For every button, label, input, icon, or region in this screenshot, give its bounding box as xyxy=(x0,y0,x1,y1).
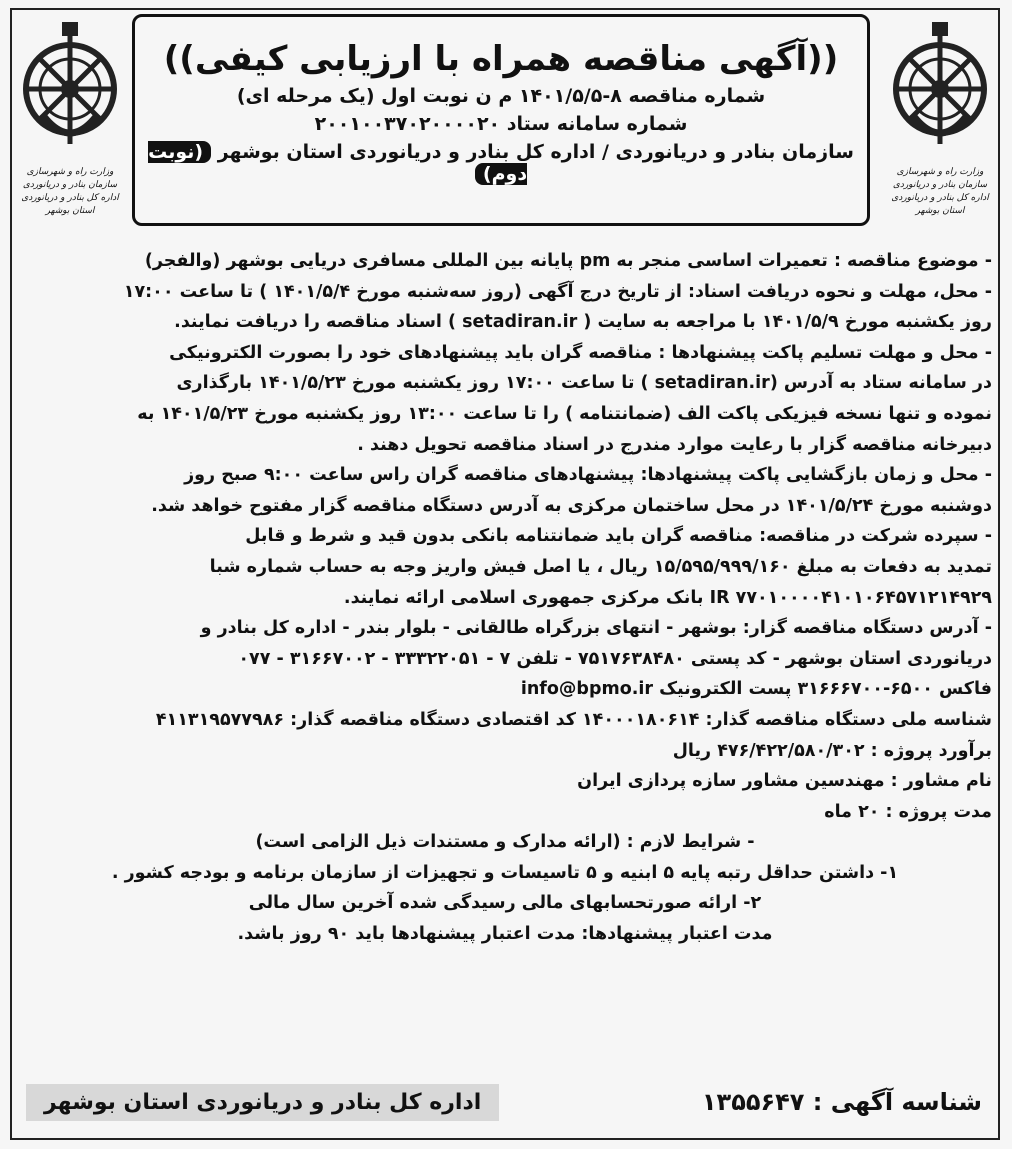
emblem-caption-line: اداره کل بنادر و دریانوردی استان بوشهر xyxy=(21,193,119,216)
anchor-emblem-icon xyxy=(20,14,120,164)
body-line: دریانوردی استان بوشهر - کد پستی ۷۵۱۷۶۳۸۴۸۰ - تلفن ۷ - ۳۳۳۲۲۰۵۱ - ۳۱۶۶۷۰۰۲ - ۰۷۷ xyxy=(238,648,992,669)
emblem-caption-line: سازمان بنادر و دریانوردی xyxy=(892,180,988,190)
emblem-left xyxy=(14,10,126,228)
body-line: نام مشاور : مهندسین مشاور سازه پردازی ایران xyxy=(577,771,992,792)
body-line: دوشنبه مورخ ۱۴۰۱/۵/۲۴ در محل ساختمان مرکزی به آدرس دستگاه مناقصه گزار مفتوح خواهد شد. xyxy=(151,495,992,516)
body-line: - شرایط لازم : (ارائه مدارک و مستندات ذیل الزامی است) xyxy=(255,832,755,853)
body-line: برآورد پروژه : ۴۷۶/۴۲۲/۵۸۰/۳۰۲ ریال xyxy=(672,740,992,761)
emblem-right xyxy=(884,10,996,228)
emblem-caption-line: اداره کل بنادر و دریانوردی استان بوشهر xyxy=(891,193,989,216)
notice-body xyxy=(18,246,992,950)
emblem-caption-line: وزارت راه و شهرسازی xyxy=(896,167,984,177)
emblem-caption-line: سازمان بنادر و دریانوردی xyxy=(22,180,118,190)
ad-id: شناسه آگهی : ۱۳۵۵۶۴۷ xyxy=(701,1088,982,1116)
body-line: - سپرده شرکت در مناقصه: مناقصه گران باید ضمانتنامه بانکی بدون قید و شرط و قابل xyxy=(245,526,992,547)
body-line: فاکس ۶۵۰۰-۳۱۶۶۶۷۰۰ پست الکترونیک info@bpmo.ir xyxy=(520,679,992,700)
body-line: IR ۷۷۰۱۰۰۰۰۴۱۰۱۰۶۴۵۷۱۲۱۴۹۲۹ بانک مرکزی جمهوری اسلامی ارائه نمایند. xyxy=(343,587,992,608)
body-line: - محل، مهلت و نحوه دریافت اسناد: از تاریخ درج آگهی (روز سه‌شنبه مورخ ۱۴۰۱/۵/۴ ) تا ساعت ۱۷:۰۰ xyxy=(123,281,992,302)
tender-number: شماره مناقصه ۸-۱۴۰۱/۵/۵ م ن نوبت اول (یک مرحله ای) xyxy=(236,85,766,107)
body-line: - محل و مهلت تسلیم پاکت پیشنهادها : مناقصه گران باید پیشنهادهای خود را بصورت الکترونیکی xyxy=(169,342,992,363)
title-box xyxy=(132,14,870,226)
body-line: مدت اعتبار پیشنهادها: مدت اعتبار پیشنهادها باید ۹۰ روز باشد. xyxy=(237,924,773,945)
system-number: شماره سامانه ستاد ۲۰۰۱۰۰۳۷۰۲۰۰۰۰۲۰ xyxy=(314,113,688,135)
anchor-emblem-icon xyxy=(890,14,990,164)
body-line: شناسه ملی دستگاه مناقصه گذار: ۱۴۰۰۰۱۸۰۶۱۴ کد اقتصادی دستگاه مناقصه گذار: ۴۱۱۳۱۹۵۷۷۹۸۶ xyxy=(155,709,992,730)
body-line: ۱- داشتن حداقل رتبه پایه ۵ ابنیه و ۵ تاسیسات و تجهیزات از سازمان برنامه و بودجه کشور . xyxy=(111,862,899,883)
body-line: ۲- ارائه صورتحسابهای مالی رسیدگی شده آخرین سال مالی xyxy=(248,893,762,914)
body-line: نموده و تنها نسخه فیزیکی پاکت الف (ضمانتنامه ) را تا ساعت ۱۳:۰۰ روز یکشنبه مورخ ۱۴۰۱/۵/۲۳ به xyxy=(137,403,992,424)
emblem-caption-line: وزارت راه و شهرسازی xyxy=(26,167,114,177)
round-badge: (نوبت دوم) xyxy=(148,141,528,185)
body-line: - آدرس دستگاه مناقصه گزار: بوشهر - انتهای بزرگراه طالقانی - بلوار بندر - اداره کل بنادر و xyxy=(200,618,992,639)
body-line: در سامانه ستاد به آدرس (setadiran.ir ) تا ساعت ۱۷:۰۰ روز یکشنبه مورخ ۱۴۰۱/۵/۲۳ بارگذاری xyxy=(176,373,992,394)
organization-name: سازمان بنادر و دریانوردی / اداره کل بنادر و دریانوردی استان بوشهر xyxy=(217,141,854,163)
notice-footer xyxy=(22,1074,990,1130)
body-line: روز یکشنبه مورخ ۱۴۰۱/۵/۹ با مراجعه به سایت ( setadiran.ir ) اسناد مناقصه را دریافت نمایند. xyxy=(174,312,992,333)
body-line: - موضوع مناقصه : تعمیرات اساسی منجر به pm پایانه بین المللی مسافری دریایی بوشهر (والفجر) xyxy=(144,251,992,271)
notice-title: ((آگهی مناقصه همراه با ارزیابی کیفی)) xyxy=(163,39,839,79)
body-line: مدت پروژه : ۲۰ ماه xyxy=(824,801,992,822)
body-line: - محل و زمان بازگشایی پاکت پیشنهادها: پیشنهادهای مناقصه گران راس ساعت ۹:۰۰ صبح روز xyxy=(184,465,992,486)
footer-organization: اداره کل بنادر و دریانوردی استان بوشهر xyxy=(26,1084,499,1121)
body-line: دبیرخانه مناقصه گزار با رعایت موارد مندرج در اسناد مناقصه تحویل دهند . xyxy=(357,434,992,455)
organization-line xyxy=(135,141,867,185)
body-line: تمدید به دفعات به مبلغ ۱۵/۵۹۵/۹۹۹/۱۶۰ ریال ، یا اصل فیش واریز وجه به حساب شماره شبا xyxy=(209,556,992,577)
